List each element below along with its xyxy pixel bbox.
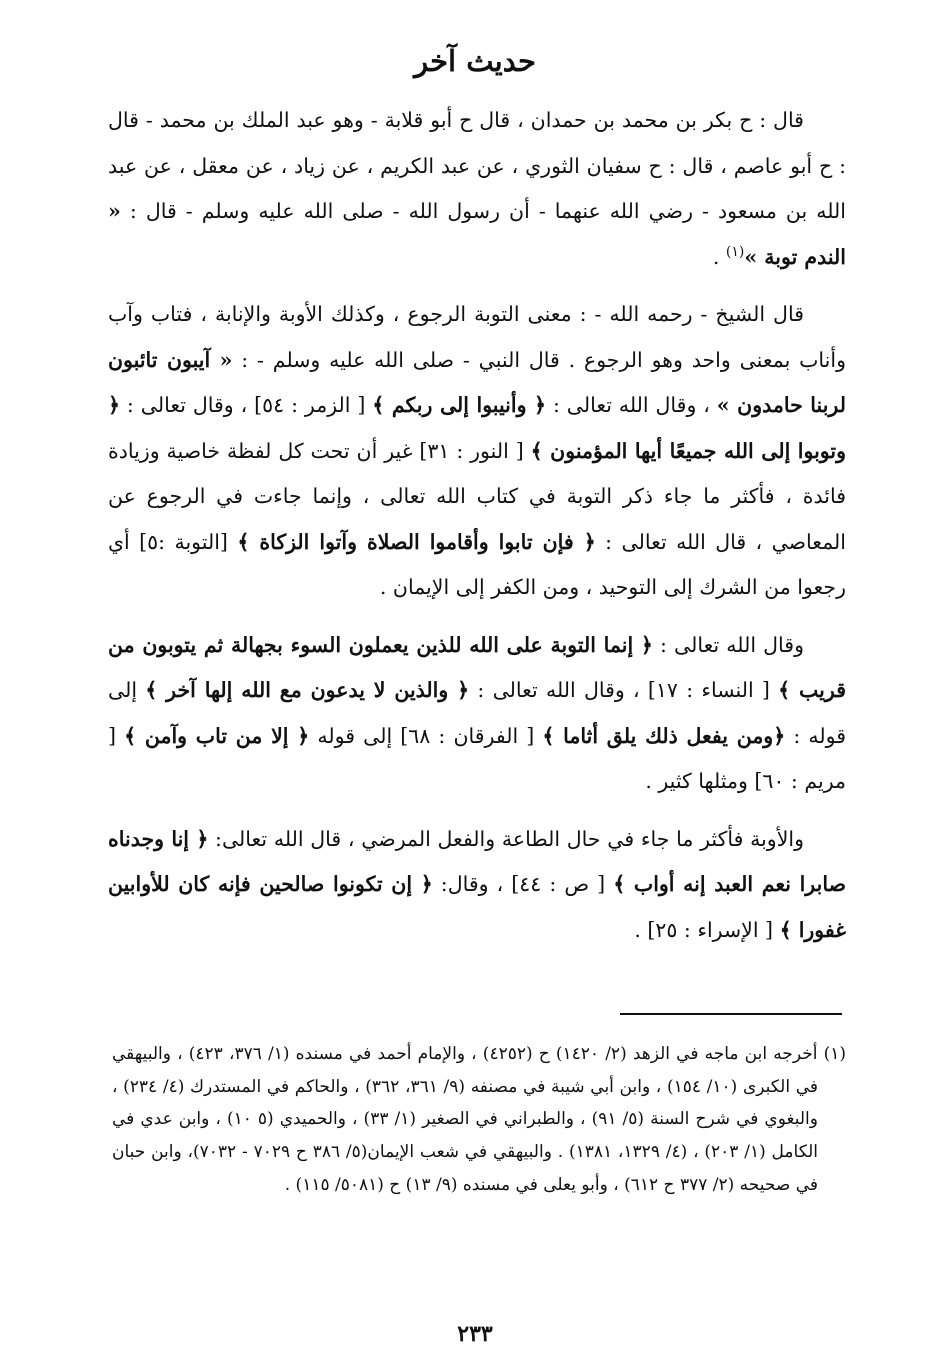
quran-verse: ﴿ إنا وجدناه صابرا نعم العبد إنه أواب ﴾ [108,826,846,896]
text-segment: إلى قوله : [108,678,846,748]
quran-verse: ﴿ومن يفعل ذلك يلق أثاما ﴾ [542,723,786,748]
paragraph [108,817,846,954]
footnote-reference: (١) [725,243,745,260]
quran-verse: ﴿ والذين لا يدعون مع الله إلها آخر ﴾ [145,678,470,702]
text-segment: [ ص : ٤٤] ، وقال: [432,872,614,896]
text-segment: [ النور : ٣١] غير أن تحت كل لفظة خاصية وزيادة فائدة ، فأكثر ما جاء ذكر التوبة في كتاب الله تعالى ، وإنما جاءت في الرجوع عن المعاصي ، قال الله تعالى : [108,438,846,554]
text-segment: [ الإسراء : ٢٥] . [634,917,780,942]
footnote: (١) أخرجه ابن ماجه في الزهد (٢/ ١٤٢٠) ح (٤٢٥٢) ، والإمام أحمد في مسنده (١/ ٣٧٦، ٤٢٣) ، والبيهقي في الكبرى (١٠/ ١٥٤) ، وابن أبي شيبة في مصنفه (٩/ ٣٦١، ٣٦٢) ، والحاكم في المستدرك (٤/ ٢٣٤) ، والبغوي في شرح السنة (٥/ ٩١) ، والطبراني في الصغير (١/ ٣٣) ، والحميدي (٥ ١٠) ، وابن عدي في الكامل (١/ ٢٠٣) ، (٤/ ١٣٢٩، ١٣٨١) . والبيهقي في شعب الإيمان(٥/ ٣٨٦ ح ٧٠٢٩ - ٧٠٣٢)، وابن حبان في صحيحه (٢/ ٣٧٧ ح ٦١٢) ، وأبو يعلى في مسنده (٩/ ١٣) ح (٥٠٨١/ ١١٥) . [112,1044,846,1195]
quran-verse: ﴿ فإن تابوا وأقاموا الصلاة وآتوا الزكاة ﴾ [237,529,596,554]
text-segment: ، وقال الله تعالى : [546,393,717,417]
hadith-quote: « آيبون تائبون لربنا حامدون » [108,347,846,417]
text-segment: والأوبة فأكثر ما جاء في حال الطاعة والفعل المرضي ، قال الله تعالى: [208,826,804,851]
page-number: ٢٣٣ [457,1321,493,1347]
section-title: حديث آخر [414,44,536,78]
quran-verse: ﴿ إلا من تاب وآمن ﴾ [124,723,310,748]
paragraph [108,98,846,280]
text-segment: [ النساء : ١٧] ، وقال الله تعالى : [469,678,779,702]
text-segment: قال : ح بكر بن محمد بن حمدان ، قال ح أبو قلابة - وهو عبد الملك بن محمد - قال : ح أبو عاصم ، قال : ح سفيان الثوري ، عن عبد الكريم ، عن زياد ، عن معقل ، عن عبد الله بن مسعود - رضي الله عنهما - أن رسول الله - صلى الله عليه وسلم - قال : [108,108,846,223]
hadith-quote: « الندم توبة » [108,199,846,269]
text-segment: [ الزمر : ٥٤] ، وقال تعالى : [120,393,373,417]
quran-verse: ﴿ إن تكونوا صالحين فإنه كان للأوابين غفورا ﴾ [108,872,846,942]
paragraph [108,292,846,611]
paragraph [108,623,846,805]
quran-verse: ﴿ إنما التوبة على الله للذين يعملون السوء بجهالة ثم يتوبون من قريب ﴾ [108,632,846,702]
text-segment: قال الشيخ - رحمه الله - : معنى التوبة الرجوع ، وكذلك الأوبة والإنابة ، فتاب وآب وأناب بمعنى واحد وهو الرجوع . قال النبي - صلى الله عليه وسلم - : [108,302,846,372]
footnote-divider [620,1013,842,1015]
main-text [108,98,846,965]
quran-verse: ﴿ وأنيبوا إلى ربكم ﴾ [372,393,547,417]
text-segment: [ مريم : ٦٠] ومثلها كثير . [108,723,846,793]
quran-verse: ﴿ وتوبوا إلى الله جميعًا أيها المؤمنون ﴾ [108,393,846,463]
text-segment: [التوبة :٥] أي رجعوا من الشرك إلى التوحيد ، ومن الكفر إلى الإيمان . [108,529,846,599]
text-segment: . [712,244,726,269]
text-segment: وقال الله تعالى : [652,632,804,657]
footnotes [112,1038,846,1202]
text-segment: [ الفرقان : ٦٨] إلى قوله [309,723,543,748]
